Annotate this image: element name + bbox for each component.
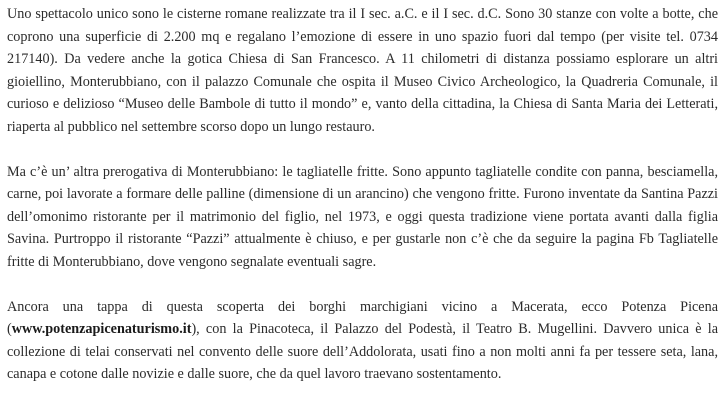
paragraph-text-after-link: ), con la Pinacoteca, il Palazzo del Podestà, il Teatro B. Mugellini. Davvero unica è la collezione di telai conservati nel convento delle suore dell’Addolorata, usati fino a non molti anni fa per tessere seta, lana, canapa e cotone dalle novizie e dalle suore, che da quel lavoro traevano sostentamento. <box>7 321 718 382</box>
paragraph-text-before-link: Ancora una tappa di questa scoperta dei borghi marchigiani vicino a Macerata, ecco Potenza Picena ( <box>7 298 718 337</box>
paragraph-potenza-picena <box>7 296 718 386</box>
paragraph-cisterne: Uno spettacolo unico sono le cisterne romane realizzate tra il I sec. a.C. e il I sec. d.C. Sono 30 stanze con volte a botte, che coprono una superficie di 2.200 mq e regalano l’emozione di essere in uno spazio fuori dal tempo (per visite tel. 0734 217140). Da vedere anche la gotica Chiesa di San Francesco. A 11 chilometri di distanza possiamo esplorare un altri gioiellino, Monterubbiano, con il palazzo Comunale che ospita il Museo Civico Archeologico, la Quadreria Comunale, il curioso e delizioso “Museo delle Bambole di tutto il mondo” e, vanto della cittadina, la Chiesa di Santa Maria dei Letterati, riaperta al pubblico nel settembre scorso dopo un lungo restauro. <box>7 6 718 135</box>
paragraph-tagliatelle-fritte: Ma c’è un’ altra prerogativa di Monterubbiano: le tagliatelle fritte. Sono appunto tagliatelle condite con panna, besciamella, carne, poi lavorate a formare delle palline (dimensione di un arancino) che vengono fritte. Furono inventate da Santina Pazzi dell’omonimo ristorante per il matrimonio del figlio, nel 1973, e oggi questa tradizione viene portata avanti dalla figlia Savina. Purtroppo il ristorante “Pazzi” attualmente è chiuso, e per gustarle non c’è che da seguire la pagina Fb Tagliatelle fritte di Monterubbiano, dove vengono segnalate eventuali sagre. <box>7 163 718 270</box>
tourism-website-link[interactable]: www.potenzapicenaturismo.it <box>11 321 192 337</box>
